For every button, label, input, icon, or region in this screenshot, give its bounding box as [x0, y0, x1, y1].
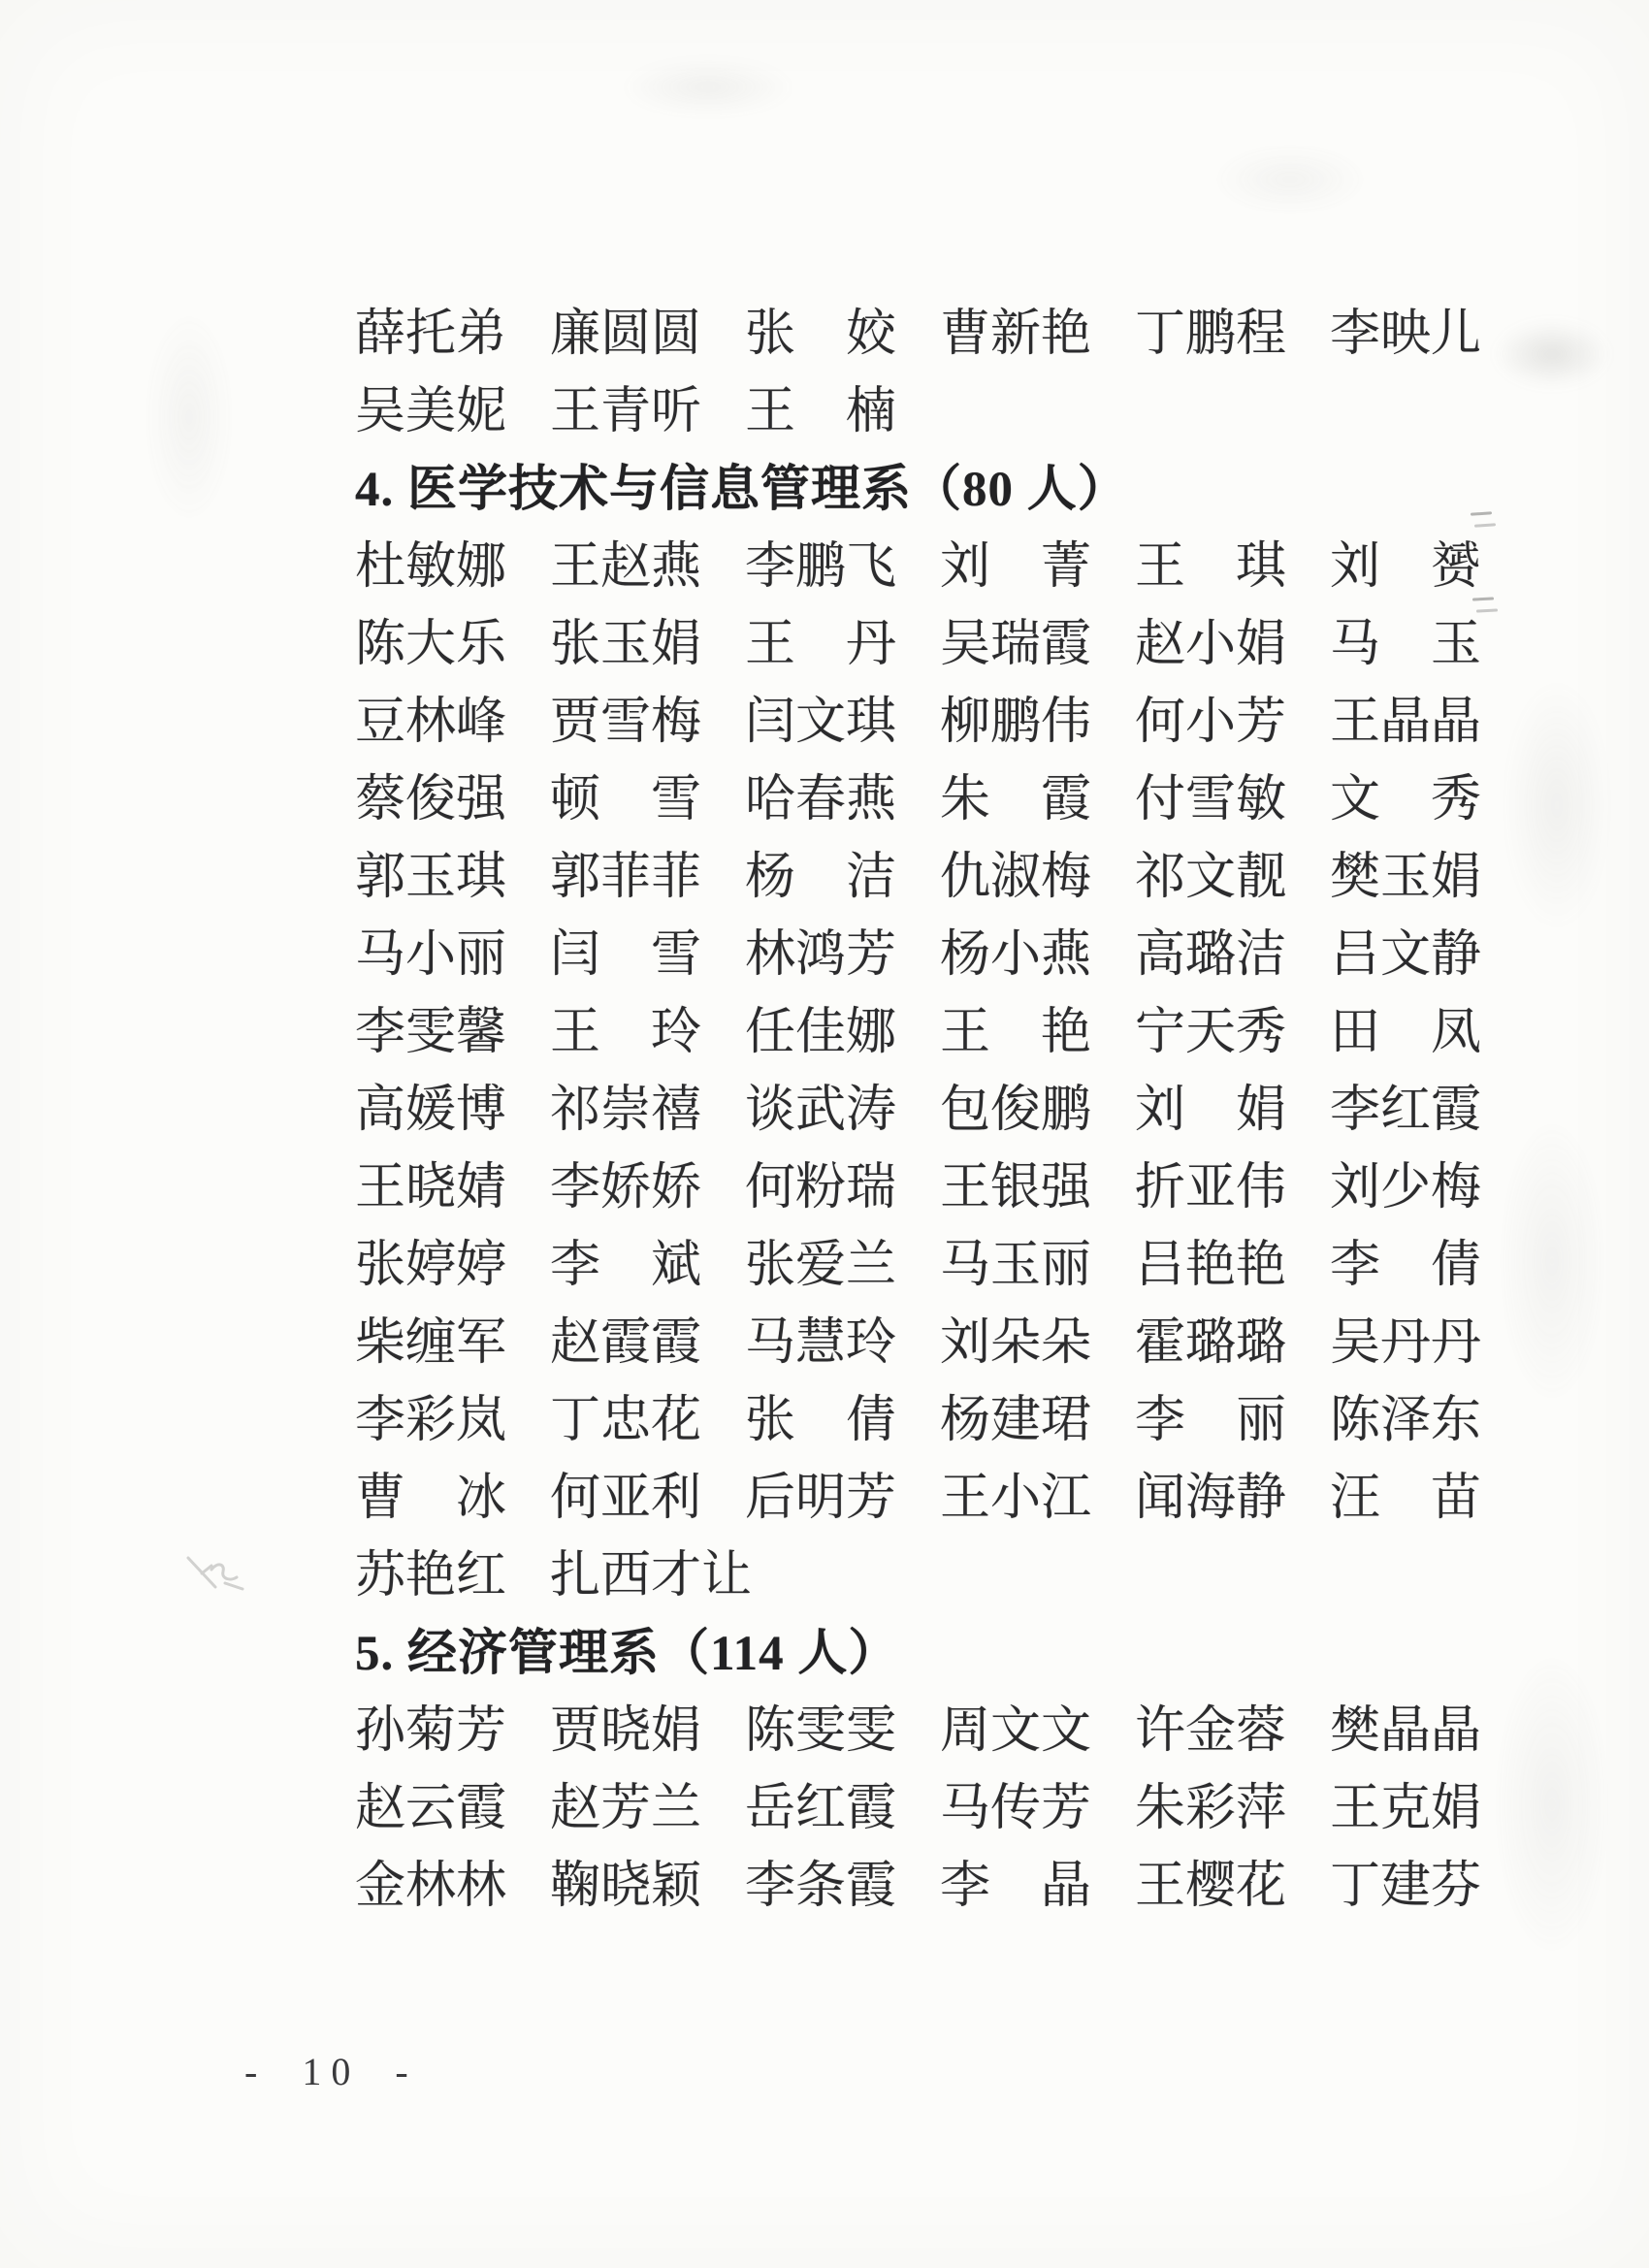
name-row — [355, 684, 1548, 761]
person-name: 赵小娟 — [1135, 617, 1287, 672]
person-name: 赵芳兰 — [550, 1781, 702, 1836]
person-name: 任佳娜 — [745, 1005, 897, 1060]
person-name: 王青听 — [550, 384, 702, 439]
person-name: 廉圆圆 — [550, 307, 702, 362]
person-name: 田 凤 — [1330, 1005, 1482, 1060]
pencil-scribble-artifact — [182, 1544, 270, 1603]
person-name: 吴美妮 — [355, 384, 507, 439]
name-row — [355, 1848, 1548, 1926]
person-name: 王赵燕 — [550, 539, 702, 595]
person-name: 何小芳 — [1135, 695, 1287, 750]
person-name: 王 琪 — [1135, 539, 1287, 595]
person-name: 许金蓉 — [1135, 1703, 1287, 1759]
person-name: 马传芳 — [940, 1781, 1092, 1836]
person-name: 李娇娇 — [550, 1160, 702, 1215]
person-name: 曹 冰 — [355, 1471, 507, 1526]
person-name: 哈春燕 — [745, 772, 897, 827]
person-name: 张爱兰 — [745, 1238, 897, 1293]
person-name: 贾雪梅 — [550, 695, 702, 750]
person-name: 张 倩 — [745, 1393, 897, 1448]
person-name: 杜敏娜 — [355, 539, 507, 595]
person-name: 何粉瑞 — [745, 1160, 897, 1215]
person-name: 刘 菁 — [940, 539, 1092, 595]
name-row — [355, 917, 1548, 994]
name-row — [355, 1770, 1548, 1848]
person-name: 赵云霞 — [355, 1781, 507, 1836]
person-name: 王晶晶 — [1330, 695, 1482, 750]
person-name: 何亚利 — [550, 1471, 702, 1526]
person-name: 付雪敏 — [1135, 772, 1287, 827]
person-name: 林鸿芳 — [745, 927, 897, 983]
bleedthrough-blot — [621, 58, 795, 116]
person-name: 丁鹏程 — [1135, 307, 1287, 362]
person-name: 薛托弟 — [355, 307, 507, 362]
person-name: 王 丹 — [745, 617, 897, 672]
name-row — [355, 1150, 1548, 1227]
person-name: 祁文靓 — [1135, 850, 1287, 905]
bleedthrough-blot — [146, 310, 233, 524]
person-name: 张 姣 — [745, 307, 897, 362]
person-name: 高媛博 — [355, 1083, 507, 1138]
person-name: 陈大乐 — [355, 617, 507, 672]
person-name: 刘 娟 — [1135, 1083, 1287, 1138]
person-name: 马 玉 — [1330, 617, 1482, 672]
person-name: 刘朵朵 — [940, 1315, 1092, 1371]
person-name: 闫文琪 — [745, 695, 897, 750]
person-name: 王 玲 — [550, 1005, 702, 1060]
person-name: 赵霞霞 — [550, 1315, 702, 1371]
person-name: 李彩岚 — [355, 1393, 507, 1448]
person-name: 杨建珺 — [940, 1393, 1092, 1448]
person-name: 霍璐璐 — [1135, 1315, 1287, 1371]
person-name: 闫 雪 — [550, 927, 702, 983]
name-row — [355, 1227, 1548, 1305]
section-heading: 5. 经济管理系（114 人） — [355, 1627, 899, 1681]
person-name: 陈泽东 — [1330, 1393, 1482, 1448]
person-name: 杨 洁 — [745, 850, 897, 905]
person-name: 文 秀 — [1330, 772, 1482, 827]
person-name: 孙菊芳 — [355, 1703, 507, 1759]
person-name: 朱彩萍 — [1135, 1781, 1287, 1836]
person-name: 陈雯雯 — [745, 1703, 897, 1759]
person-name: 后明芳 — [745, 1471, 897, 1526]
name-row — [355, 296, 1548, 373]
person-name: 李 晶 — [940, 1859, 1092, 1914]
person-name: 马慧玲 — [745, 1315, 897, 1371]
person-name: 仇淑梅 — [940, 850, 1092, 905]
person-name: 朱 霞 — [940, 772, 1092, 827]
person-name: 岳红霞 — [745, 1781, 897, 1836]
person-name: 樊晶晶 — [1330, 1703, 1482, 1759]
person-name: 马玉丽 — [940, 1238, 1092, 1293]
person-name: 豆林峰 — [355, 695, 507, 750]
name-row — [355, 529, 1548, 606]
person-name: 李红霞 — [1330, 1083, 1482, 1138]
section-heading: 4. 医学技术与信息管理系（80 人） — [355, 463, 1128, 517]
person-name: 折亚伟 — [1135, 1160, 1287, 1215]
person-name: 谈武涛 — [745, 1083, 897, 1138]
person-name: 扎西才让 — [550, 1548, 753, 1604]
person-name: 郭菲菲 — [550, 850, 702, 905]
name-row — [355, 606, 1548, 684]
person-name: 吴丹丹 — [1330, 1315, 1482, 1371]
name-row — [355, 1382, 1548, 1460]
name-row — [355, 1305, 1548, 1382]
person-name: 祁崇禧 — [550, 1083, 702, 1138]
person-name: 汪 苗 — [1330, 1471, 1482, 1526]
name-row — [355, 994, 1548, 1072]
name-row — [355, 1693, 1548, 1770]
person-name: 李条霞 — [745, 1859, 897, 1914]
name-row — [355, 839, 1548, 917]
person-name: 包俊鹏 — [940, 1083, 1092, 1138]
person-name: 李雯馨 — [355, 1005, 507, 1060]
person-name: 王 楠 — [745, 384, 897, 439]
person-name: 金林林 — [355, 1859, 507, 1914]
person-name: 高璐洁 — [1135, 927, 1287, 983]
person-name: 刘 赟 — [1330, 539, 1482, 595]
person-name: 周文文 — [940, 1703, 1092, 1759]
person-name: 樊玉娟 — [1330, 850, 1482, 905]
bleedthrough-blot — [1212, 146, 1368, 213]
person-name: 杨小燕 — [940, 927, 1092, 983]
person-name: 苏艳红 — [355, 1548, 507, 1604]
person-name: 李映儿 — [1330, 307, 1482, 362]
person-name: 蔡俊强 — [355, 772, 507, 827]
person-name: 王克娟 — [1330, 1781, 1482, 1836]
person-name: 丁建芬 — [1330, 1859, 1482, 1914]
person-name: 闻海静 — [1135, 1471, 1287, 1526]
name-row — [355, 761, 1548, 839]
person-name: 李 倩 — [1330, 1238, 1482, 1293]
person-name: 曹新艳 — [940, 307, 1092, 362]
page-number: - 10 - — [244, 2050, 418, 2093]
person-name: 丁忠花 — [550, 1393, 702, 1448]
person-name: 吴瑞霞 — [940, 617, 1092, 672]
person-name: 王晓婧 — [355, 1160, 507, 1215]
person-name: 贾晓娟 — [550, 1703, 702, 1759]
person-name: 王 艳 — [940, 1005, 1092, 1060]
person-name: 柳鹏伟 — [940, 695, 1092, 750]
person-name: 李 丽 — [1135, 1393, 1287, 1448]
person-name: 李 斌 — [550, 1238, 702, 1293]
person-name: 顿 雪 — [550, 772, 702, 827]
person-name: 鞠晓颖 — [550, 1859, 702, 1914]
person-name: 张婷婷 — [355, 1238, 507, 1293]
person-name: 刘少梅 — [1330, 1160, 1482, 1215]
name-row — [355, 1538, 1548, 1615]
name-row — [355, 1072, 1548, 1150]
person-name: 吕文静 — [1330, 927, 1482, 983]
name-list-content — [355, 296, 1548, 1926]
person-name: 吕艳艳 — [1135, 1238, 1287, 1293]
person-name: 柴缠军 — [355, 1315, 507, 1371]
person-name: 王银强 — [940, 1160, 1092, 1215]
person-name: 李鹏飞 — [745, 539, 897, 595]
person-name: 王樱花 — [1135, 1859, 1287, 1914]
person-name: 宁天秀 — [1135, 1005, 1287, 1060]
person-name: 郭玉琪 — [355, 850, 507, 905]
person-name: 王小江 — [940, 1471, 1092, 1526]
name-row — [355, 373, 1548, 451]
person-name: 张玉娟 — [550, 617, 702, 672]
name-row — [355, 1460, 1548, 1538]
person-name: 马小丽 — [355, 927, 507, 983]
